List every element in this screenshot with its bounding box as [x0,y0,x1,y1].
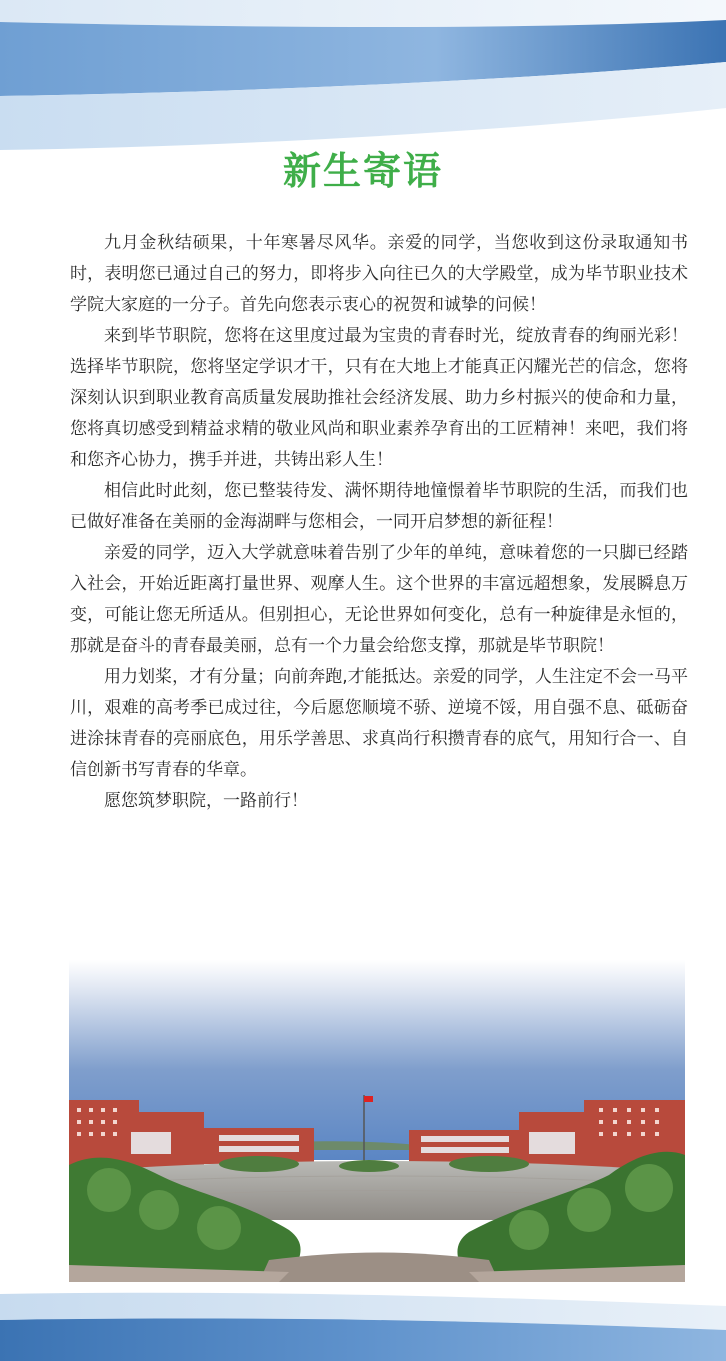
letter-paragraph: 来到毕节职院，您将在这里度过最为宝贵的青春时光，绽放青春的绚丽光彩！选择毕节职院，您将坚定学识才干，只有在大地上才能真正闪耀光芒的信念，您将深刻认识到职业教育高质量发展助推社会经济发展、助力乡村振兴的使命和力量，您将真切感受到精益求精的敬业风尚和职业素养孕育出的工匠精神！来吧，我们将和您齐心协力，携手并进，共铸出彩人生！ [70,326,688,470]
letter-paragraph: 九月金秋结硕果，十年寒暑尽风华。亲爱的同学，当您收到这份录取通知书时，表明您已通过自己的努力，即将步入向往已久的大学殿堂，成为毕节职业技术学院大家庭的一分子。首先向您表示衷心的祝贺和诚挚的问候！ [70,233,688,315]
welcome-letter [70,228,688,817]
letter-paragraph: 亲爱的同学，迈入大学就意味着告别了少年的单纯，意味着您的一只脚已经踏入社会，开始近距离打量世界、观摩人生。这个世界的丰富远超想象，发展瞬息万变，可能让您无所适从。但别担心，无论世界如何变化，总有一种旋律是永恒的，那就是奋斗的青春最美丽，总有一个力量会给您支撑，那就是毕节职院！ [70,543,688,656]
letter-paragraph: 用力划桨，才有分量；向前奔跑,才能抵达。亲爱的同学，人生注定不会一马平川，艰难的高考季已成过往，今后愿您顺境不骄、逆境不馁，用自强不息、砥砺奋进涂抹青春的亮丽底色，用乐学善思、求真尚行积攒青春的底气，用知行合一、自信创新书写青春的华章。 [70,667,688,780]
top-decorative-banner [0,0,726,150]
letter-paragraph: 愿您筑梦职院，一路前行！ [104,791,308,811]
letter-paragraph: 相信此时此刻，您已整装待发、满怀期待地憧憬着毕节职院的生活，而我们也已做好准备在美丽的金海湖畔与您相会，一同开启梦想的新征程！ [70,481,688,532]
bottom-decorative-banner [0,1290,726,1361]
campus-panorama-photo [69,960,685,1282]
page-title: 新生寄语 [282,148,443,193]
